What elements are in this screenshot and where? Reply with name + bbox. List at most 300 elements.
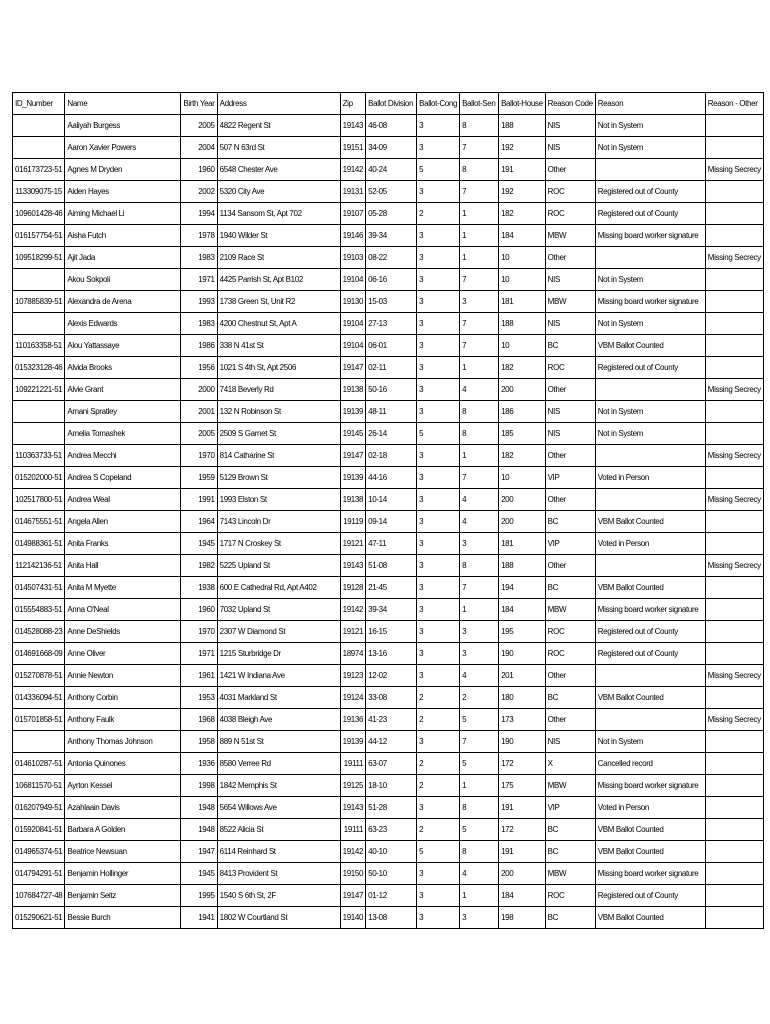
cell-ballot-house: 10: [499, 247, 546, 269]
cell-reason-other: Missing Secrecy: [705, 709, 763, 731]
cell-address: 132 N Robinson St: [217, 401, 340, 423]
cell-birth-year: 1998: [181, 775, 217, 797]
cell-name: Anita M Myette: [65, 577, 181, 599]
cell-zip: 19111: [340, 753, 366, 775]
table-row: [13, 841, 764, 863]
cell-zip: 19140: [340, 907, 366, 929]
cell-reason-code: NIS: [545, 313, 595, 335]
cell-birth-year: 1971: [181, 269, 217, 291]
cell-ballot-division: 50-16: [366, 379, 417, 401]
cell-id-number: 015920841-51: [13, 819, 65, 841]
cell-ballot-cong: 2: [417, 687, 460, 709]
cell-ballot-division: 21-45: [366, 577, 417, 599]
cell-id-number: 109518299-51: [13, 247, 65, 269]
cell-birth-year: 1982: [181, 555, 217, 577]
cell-ballot-cong: 3: [417, 643, 460, 665]
cell-reason-code: MBW: [545, 225, 595, 247]
table-row: [13, 665, 764, 687]
cell-ballot-cong: 2: [417, 775, 460, 797]
cell-id-number: 015270878-51: [13, 665, 65, 687]
cell-name: Aaron Xavier Powers: [65, 137, 181, 159]
cell-name: Anthony Corbin: [65, 687, 181, 709]
cell-reason-code: MBW: [545, 291, 595, 313]
cell-birth-year: 2005: [181, 423, 217, 445]
cell-reason: Registered out of County: [595, 885, 705, 907]
cell-name: Akou Sokpoli: [65, 269, 181, 291]
cell-ballot-house: 195: [499, 621, 546, 643]
cell-id-number: 014528088-23: [13, 621, 65, 643]
cell-id-number: 112142136-51: [13, 555, 65, 577]
table-row: [13, 731, 764, 753]
cell-ballot-cong: 3: [417, 489, 460, 511]
cell-ballot-house: 188: [499, 313, 546, 335]
cell-zip: 19146: [340, 225, 366, 247]
cell-reason-code: MBW: [545, 599, 595, 621]
cell-id-number: 016207949-51: [13, 797, 65, 819]
cell-id-number: 107684727-48: [13, 885, 65, 907]
cell-ballot-cong: 3: [417, 511, 460, 533]
cell-ballot-division: 63-07: [366, 753, 417, 775]
column-header-ballot-cong: Ballot-Cong: [417, 93, 460, 115]
cell-ballot-sen: 8: [460, 115, 499, 137]
column-header-ballot-division: Ballot Division: [366, 93, 417, 115]
cell-birth-year: 1948: [181, 819, 217, 841]
table-row: [13, 335, 764, 357]
table-row: [13, 577, 764, 599]
cell-birth-year: 1953: [181, 687, 217, 709]
cell-ballot-cong: 3: [417, 731, 460, 753]
cell-id-number: 110163358-51: [13, 335, 65, 357]
cell-zip: 18974: [340, 643, 366, 665]
table-row: [13, 775, 764, 797]
cell-name: Angela Allen: [65, 511, 181, 533]
cell-zip: 19123: [340, 665, 366, 687]
cell-reason-code: NIS: [545, 423, 595, 445]
cell-ballot-sen: 4: [460, 489, 499, 511]
cell-id-number: 109601428-46: [13, 203, 65, 225]
cell-name: Benjamin Seitz: [65, 885, 181, 907]
column-header-ballot-sen: Ballot-Sen: [460, 93, 499, 115]
cell-zip: 19131: [340, 181, 366, 203]
cell-address: 1215 Sturbridge Dr: [217, 643, 340, 665]
cell-reason-code: Other: [545, 555, 595, 577]
cell-reason: Registered out of County: [595, 643, 705, 665]
cell-zip: 19121: [340, 621, 366, 643]
cell-id-number: 109221221-51: [13, 379, 65, 401]
cell-id-number: 015202000-51: [13, 467, 65, 489]
cell-birth-year: 2001: [181, 401, 217, 423]
table-row: [13, 753, 764, 775]
cell-birth-year: 1971: [181, 643, 217, 665]
cell-reason-code: ROC: [545, 643, 595, 665]
cell-reason-code: Other: [545, 159, 595, 181]
column-header-reason-code: Reason Code: [545, 93, 595, 115]
cell-zip: 19143: [340, 555, 366, 577]
cell-ballot-division: 63-23: [366, 819, 417, 841]
cell-ballot-cong: 3: [417, 291, 460, 313]
cell-ballot-cong: 3: [417, 797, 460, 819]
cell-reason: Voted in Person: [595, 467, 705, 489]
cell-address: 507 N 63rd St: [217, 137, 340, 159]
cell-reason-code: BC: [545, 819, 595, 841]
cell-ballot-cong: 3: [417, 247, 460, 269]
cell-ballot-sen: 4: [460, 379, 499, 401]
cell-reason: Missing board worker signature: [595, 225, 705, 247]
cell-zip: 19111: [340, 819, 366, 841]
cell-ballot-division: 13-16: [366, 643, 417, 665]
cell-reason-other: [705, 599, 763, 621]
cell-ballot-sen: 7: [460, 269, 499, 291]
cell-birth-year: 2000: [181, 379, 217, 401]
cell-ballot-cong: 3: [417, 379, 460, 401]
cell-birth-year: 1970: [181, 445, 217, 467]
cell-birth-year: 1947: [181, 841, 217, 863]
cell-id-number: 014965374-51: [13, 841, 65, 863]
cell-ballot-division: 47-11: [366, 533, 417, 555]
cell-ballot-cong: 2: [417, 753, 460, 775]
cell-address: 5129 Brown St: [217, 467, 340, 489]
cell-id-number: [13, 137, 65, 159]
cell-zip: 19142: [340, 841, 366, 863]
cell-birth-year: 1960: [181, 599, 217, 621]
cell-ballot-house: 190: [499, 643, 546, 665]
cell-name: Aisha Futch: [65, 225, 181, 247]
cell-address: 2109 Race St: [217, 247, 340, 269]
cell-ballot-sen: 8: [460, 159, 499, 181]
cell-ballot-cong: 3: [417, 467, 460, 489]
cell-ballot-cong: 5: [417, 423, 460, 445]
cell-id-number: [13, 731, 65, 753]
cell-ballot-cong: 3: [417, 907, 460, 929]
cell-ballot-sen: 1: [460, 357, 499, 379]
cell-address: 1421 W Indiana Ave: [217, 665, 340, 687]
cell-ballot-sen: 3: [460, 643, 499, 665]
cell-name: Agnes M Dryden: [65, 159, 181, 181]
cell-name: Amelia Tomashek: [65, 423, 181, 445]
cell-birth-year: 1991: [181, 489, 217, 511]
cell-ballot-house: 200: [499, 489, 546, 511]
cell-name: Aiden Hayes: [65, 181, 181, 203]
cell-reason-other: [705, 357, 763, 379]
header-row: [13, 93, 764, 115]
cell-zip: 19151: [340, 137, 366, 159]
cell-ballot-division: 12-02: [366, 665, 417, 687]
cell-ballot-house: 188: [499, 555, 546, 577]
cell-reason-code: NIS: [545, 137, 595, 159]
cell-name: Antonia Quinones: [65, 753, 181, 775]
cell-ballot-house: 185: [499, 423, 546, 445]
cell-zip: 19119: [340, 511, 366, 533]
cell-id-number: 016157754-51: [13, 225, 65, 247]
cell-ballot-division: 02-11: [366, 357, 417, 379]
cell-name: Alvie Grant: [65, 379, 181, 401]
cell-ballot-division: 10-14: [366, 489, 417, 511]
cell-ballot-division: 27-13: [366, 313, 417, 335]
cell-birth-year: 2002: [181, 181, 217, 203]
cell-ballot-sen: 3: [460, 907, 499, 929]
cell-reason-other: [705, 269, 763, 291]
cell-ballot-sen: 7: [460, 313, 499, 335]
cell-reason-other: [705, 467, 763, 489]
cell-birth-year: 1945: [181, 863, 217, 885]
table-row: [13, 863, 764, 885]
table-row: [13, 225, 764, 247]
cell-ballot-house: 192: [499, 181, 546, 203]
cell-address: 1802 W Courtland St: [217, 907, 340, 929]
cell-reason-other: Missing Secrecy: [705, 445, 763, 467]
cell-name: Anne Oliver: [65, 643, 181, 665]
cell-name: Alexis Edwards: [65, 313, 181, 335]
cell-ballot-sen: 1: [460, 599, 499, 621]
cell-name: Alou Yattassaye: [65, 335, 181, 357]
cell-zip: 19104: [340, 335, 366, 357]
cell-reason-other: [705, 753, 763, 775]
cell-name: Barbara A Golden: [65, 819, 181, 841]
cell-reason-code: ROC: [545, 181, 595, 203]
cell-reason: Missing board worker signature: [595, 775, 705, 797]
cell-zip: 19125: [340, 775, 366, 797]
cell-ballot-division: 05-28: [366, 203, 417, 225]
cell-ballot-division: 44-16: [366, 467, 417, 489]
cell-id-number: 014507431-51: [13, 577, 65, 599]
table-row: [13, 819, 764, 841]
cell-name: Alvida Brooks: [65, 357, 181, 379]
cell-reason-other: [705, 181, 763, 203]
cell-birth-year: 1958: [181, 731, 217, 753]
cell-ballot-cong: 3: [417, 225, 460, 247]
voter-table: [12, 92, 764, 929]
table-row: [13, 291, 764, 313]
cell-reason: Not in System: [595, 313, 705, 335]
cell-zip: 19124: [340, 687, 366, 709]
cell-reason-code: VIP: [545, 467, 595, 489]
cell-ballot-division: 39-34: [366, 225, 417, 247]
cell-reason-code: BC: [545, 577, 595, 599]
cell-zip: 19145: [340, 423, 366, 445]
cell-zip: 19130: [340, 291, 366, 313]
table-row: [13, 269, 764, 291]
cell-id-number: 014610287-51: [13, 753, 65, 775]
cell-address: 4200 Chestnut St, Apt A: [217, 313, 340, 335]
cell-ballot-division: 16-15: [366, 621, 417, 643]
cell-reason-other: [705, 731, 763, 753]
cell-name: Anna O'Neal: [65, 599, 181, 621]
cell-name: Andrea S Copeland: [65, 467, 181, 489]
column-header-zip: Zip: [340, 93, 366, 115]
cell-birth-year: 1994: [181, 203, 217, 225]
cell-address: 8580 Verree Rd: [217, 753, 340, 775]
table-row: [13, 203, 764, 225]
cell-reason: Missing board worker signature: [595, 599, 705, 621]
cell-address: 814 Catharine St: [217, 445, 340, 467]
cell-ballot-division: 50-10: [366, 863, 417, 885]
cell-name: Azahlaain Davis: [65, 797, 181, 819]
cell-ballot-division: 39-34: [366, 599, 417, 621]
cell-address: 1940 Wilder St: [217, 225, 340, 247]
cell-reason: Not in System: [595, 401, 705, 423]
cell-reason: Registered out of County: [595, 357, 705, 379]
table-row: [13, 885, 764, 907]
cell-reason-code: BC: [545, 687, 595, 709]
cell-reason-other: [705, 621, 763, 643]
cell-address: 6114 Reinhard St: [217, 841, 340, 863]
cell-reason-other: [705, 313, 763, 335]
cell-ballot-division: 13-08: [366, 907, 417, 929]
cell-reason: Cancelled record: [595, 753, 705, 775]
cell-birth-year: 1948: [181, 797, 217, 819]
cell-ballot-division: 40-24: [366, 159, 417, 181]
cell-ballot-division: 46-08: [366, 115, 417, 137]
cell-address: 1021 S 4th St, Apt 2506: [217, 357, 340, 379]
cell-ballot-house: 10: [499, 467, 546, 489]
cell-reason-other: [705, 533, 763, 555]
cell-reason-other: [705, 335, 763, 357]
cell-ballot-cong: 3: [417, 885, 460, 907]
cell-ballot-division: 09-14: [366, 511, 417, 533]
table-row: [13, 313, 764, 335]
cell-reason: [595, 379, 705, 401]
table-row: [13, 159, 764, 181]
cell-reason: Voted in Person: [595, 797, 705, 819]
cell-ballot-house: 182: [499, 445, 546, 467]
table-row: [13, 599, 764, 621]
cell-ballot-sen: 3: [460, 291, 499, 313]
cell-ballot-house: 10: [499, 269, 546, 291]
cell-reason: [595, 555, 705, 577]
cell-ballot-sen: 8: [460, 401, 499, 423]
cell-ballot-house: 184: [499, 225, 546, 247]
table-row: [13, 533, 764, 555]
cell-zip: 19139: [340, 401, 366, 423]
cell-ballot-division: 18-10: [366, 775, 417, 797]
cell-address: 4425 Parrish St, Apt B102: [217, 269, 340, 291]
cell-id-number: 014691668-09: [13, 643, 65, 665]
cell-reason-code: Other: [545, 489, 595, 511]
cell-reason-other: [705, 423, 763, 445]
cell-ballot-sen: 1: [460, 775, 499, 797]
cell-ballot-sen: 8: [460, 841, 499, 863]
cell-ballot-sen: 5: [460, 819, 499, 841]
cell-name: Andrea Mecchi: [65, 445, 181, 467]
cell-ballot-division: 01-12: [366, 885, 417, 907]
cell-birth-year: 1986: [181, 335, 217, 357]
cell-zip: 19142: [340, 599, 366, 621]
cell-name: Alexandra de Arena: [65, 291, 181, 313]
cell-reason-other: [705, 687, 763, 709]
cell-ballot-sen: 1: [460, 203, 499, 225]
cell-ballot-cong: 3: [417, 599, 460, 621]
cell-reason-code: Other: [545, 665, 595, 687]
cell-ballot-sen: 8: [460, 423, 499, 445]
cell-birth-year: 1964: [181, 511, 217, 533]
cell-ballot-sen: 7: [460, 137, 499, 159]
cell-reason: [595, 665, 705, 687]
cell-reason-code: NIS: [545, 269, 595, 291]
cell-reason: VBM Ballot Counted: [595, 819, 705, 841]
cell-name: Ajit Jada: [65, 247, 181, 269]
cell-birth-year: 1983: [181, 247, 217, 269]
cell-ballot-division: 48-11: [366, 401, 417, 423]
cell-ballot-sen: 2: [460, 687, 499, 709]
cell-ballot-division: 06-01: [366, 335, 417, 357]
cell-ballot-house: 200: [499, 511, 546, 533]
table-row: [13, 687, 764, 709]
cell-ballot-house: 198: [499, 907, 546, 929]
cell-address: 7032 Upland St: [217, 599, 340, 621]
cell-id-number: 102517800-51: [13, 489, 65, 511]
cell-ballot-house: 181: [499, 291, 546, 313]
cell-name: Anthony Faulk: [65, 709, 181, 731]
cell-reason-other: [705, 577, 763, 599]
cell-ballot-cong: 3: [417, 181, 460, 203]
table-row: [13, 511, 764, 533]
cell-birth-year: 1938: [181, 577, 217, 599]
cell-ballot-house: 200: [499, 379, 546, 401]
cell-ballot-cong: 3: [417, 863, 460, 885]
cell-reason-other: [705, 511, 763, 533]
cell-zip: 19103: [340, 247, 366, 269]
cell-reason: VBM Ballot Counted: [595, 841, 705, 863]
cell-ballot-house: 192: [499, 137, 546, 159]
cell-ballot-house: 201: [499, 665, 546, 687]
cell-zip: 19121: [340, 533, 366, 555]
cell-reason-code: NIS: [545, 731, 595, 753]
cell-address: 2307 W Diamond St: [217, 621, 340, 643]
cell-ballot-cong: 3: [417, 665, 460, 687]
table-row: [13, 115, 764, 137]
cell-ballot-house: 182: [499, 357, 546, 379]
cell-ballot-cong: 3: [417, 533, 460, 555]
cell-ballot-division: 34-09: [366, 137, 417, 159]
cell-address: 4031 Markland St: [217, 687, 340, 709]
cell-reason: Registered out of County: [595, 621, 705, 643]
cell-id-number: 015323128-46: [13, 357, 65, 379]
cell-reason-code: BC: [545, 841, 595, 863]
cell-id-number: [13, 313, 65, 335]
cell-address: 1738 Green St, Unit R2: [217, 291, 340, 313]
cell-reason-other: [705, 797, 763, 819]
cell-birth-year: 1978: [181, 225, 217, 247]
cell-reason-code: ROC: [545, 357, 595, 379]
cell-reason-code: ROC: [545, 203, 595, 225]
cell-ballot-sen: 5: [460, 753, 499, 775]
cell-reason-other: [705, 137, 763, 159]
cell-address: 889 N 51st St: [217, 731, 340, 753]
cell-ballot-house: 175: [499, 775, 546, 797]
table-row: [13, 423, 764, 445]
cell-ballot-cong: 3: [417, 401, 460, 423]
cell-reason: VBM Ballot Counted: [595, 335, 705, 357]
cell-birth-year: 1968: [181, 709, 217, 731]
cell-ballot-sen: 7: [460, 731, 499, 753]
cell-reason-other: Missing Secrecy: [705, 247, 763, 269]
cell-ballot-house: 200: [499, 863, 546, 885]
cell-zip: 19142: [340, 159, 366, 181]
table-row: [13, 709, 764, 731]
table-row: [13, 643, 764, 665]
cell-birth-year: 1995: [181, 885, 217, 907]
cell-reason: [595, 445, 705, 467]
cell-reason-other: Missing Secrecy: [705, 665, 763, 687]
cell-ballot-division: 02-18: [366, 445, 417, 467]
cell-name: Benjamin Hollinger: [65, 863, 181, 885]
cell-address: 8413 Provident St: [217, 863, 340, 885]
cell-reason: VBM Ballot Counted: [595, 907, 705, 929]
cell-ballot-cong: 3: [417, 445, 460, 467]
cell-zip: 19143: [340, 797, 366, 819]
cell-reason-code: ROC: [545, 621, 595, 643]
cell-id-number: 110363733-51: [13, 445, 65, 467]
